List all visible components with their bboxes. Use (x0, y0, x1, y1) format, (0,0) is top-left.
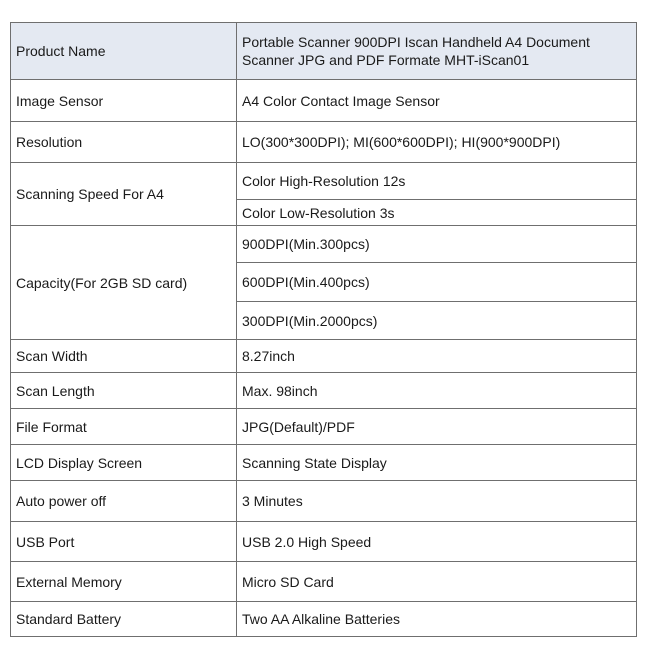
row-lcd-display (11, 445, 637, 481)
label-capacity: Capacity(For 2GB SD card) (11, 226, 237, 340)
row-scan-length (11, 373, 637, 409)
value-capacity-900: 900DPI(Min.300pcs) (237, 226, 637, 263)
row-scan-width (11, 340, 637, 373)
spec-table (10, 22, 637, 637)
row-capacity (11, 226, 637, 263)
row-standard-battery (11, 602, 637, 637)
label-scan-width: Scan Width (11, 340, 237, 373)
label-auto-power-off: Auto power off (11, 481, 237, 522)
label-product-name: Product Name (11, 23, 237, 80)
label-usb-port: USB Port (11, 522, 237, 562)
label-scanning-speed: Scanning Speed For A4 (11, 163, 237, 226)
row-image-sensor (11, 80, 637, 122)
row-external-memory (11, 562, 637, 602)
row-resolution (11, 122, 637, 163)
value-capacity-300: 300DPI(Min.2000pcs) (237, 302, 637, 340)
label-resolution: Resolution (11, 122, 237, 163)
value-usb-port: USB 2.0 High Speed (237, 522, 637, 562)
value-standard-battery: Two AA Alkaline Batteries (237, 602, 637, 637)
value-scanning-speed-low: Color Low-Resolution 3s (237, 200, 637, 226)
row-scanning-speed (11, 163, 637, 200)
value-lcd-display: Scanning State Display (237, 445, 637, 481)
value-resolution: LO(300*300DPI); MI(600*600DPI); HI(900*900DPI) (237, 122, 637, 163)
label-external-memory: External Memory (11, 562, 237, 602)
value-scanning-speed-high: Color High-Resolution 12s (237, 163, 637, 200)
label-standard-battery: Standard Battery (11, 602, 237, 637)
value-product-name (237, 23, 637, 80)
value-external-memory: Micro SD Card (237, 562, 637, 602)
label-lcd-display: LCD Display Screen (11, 445, 237, 481)
row-product-name (11, 23, 637, 80)
row-auto-power-off (11, 481, 637, 522)
value-scan-width: 8.27inch (237, 340, 637, 373)
value-auto-power-off: 3 Minutes (237, 481, 637, 522)
value-file-format: JPG(Default)/PDF (237, 409, 637, 445)
value-image-sensor: A4 Color Contact Image Sensor (237, 80, 637, 122)
value-product-name-line1: Portable Scanner 900DPI Iscan Handheld A4 Document (242, 34, 590, 50)
label-image-sensor: Image Sensor (11, 80, 237, 122)
label-file-format: File Format (11, 409, 237, 445)
value-scan-length: Max. 98inch (237, 373, 637, 409)
row-file-format (11, 409, 637, 445)
label-scan-length: Scan Length (11, 373, 237, 409)
value-capacity-600: 600DPI(Min.400pcs) (237, 263, 637, 302)
row-usb-port (11, 522, 637, 562)
value-product-name-line2: Scanner JPG and PDF Formate MHT-iScan01 (242, 52, 530, 68)
